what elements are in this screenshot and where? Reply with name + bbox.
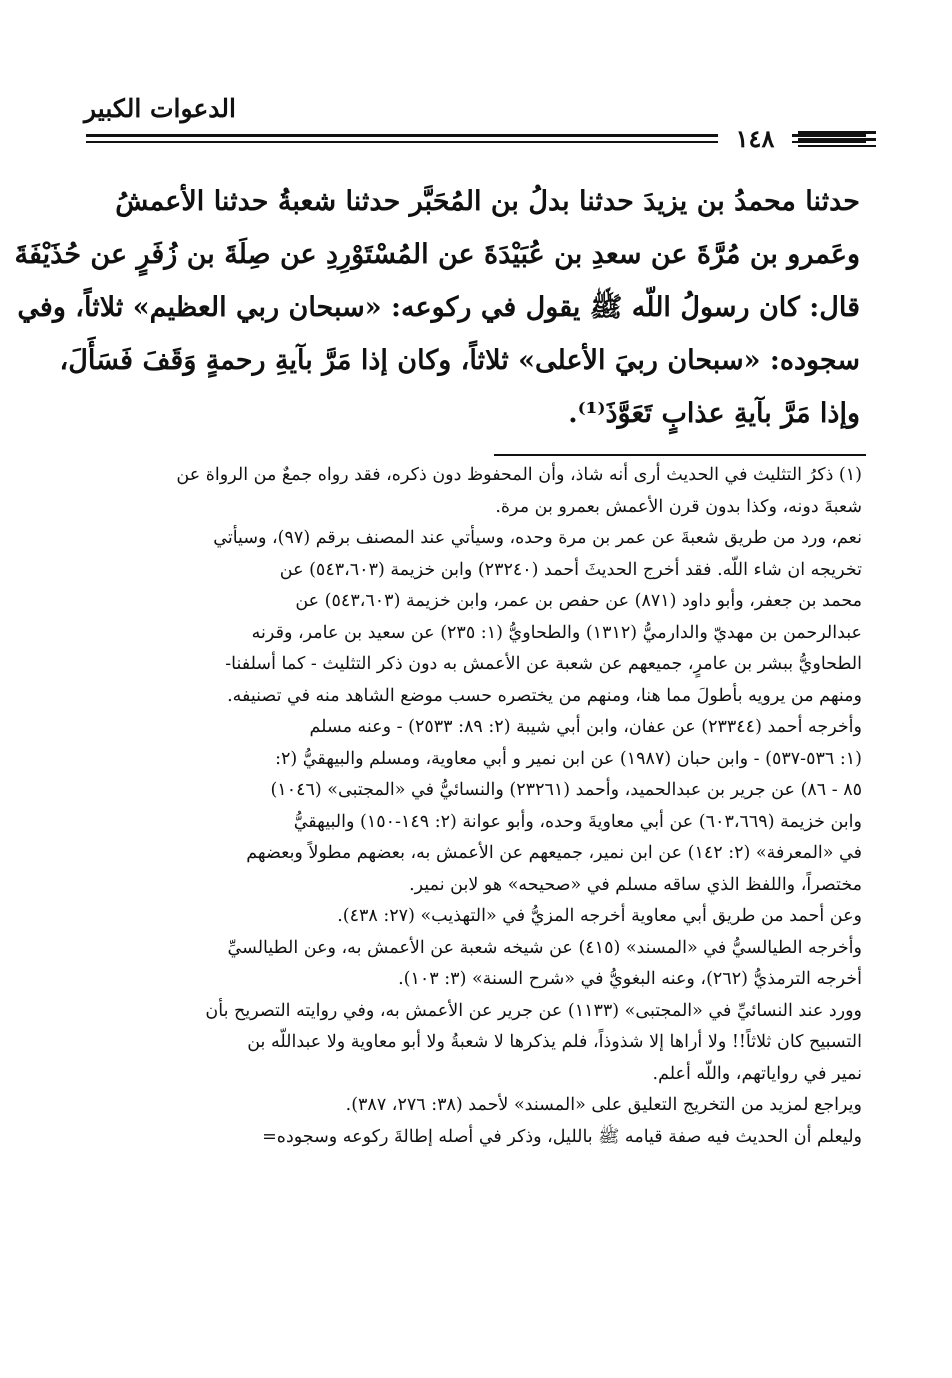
running-header-title: الدعوات الكبير [84,94,236,123]
footnote-line: نعم، ورد من طريق شعبةَ عن عمر بن مرة وحده، وسيأتي عند المصنف برقم (٩٧)، وسيأتي [213,528,862,548]
page-number-rule [798,138,876,141]
hadith-line: وعَمرو بن مُرَّةَ عن سعدِ بن عُبَيْدَةَ عن المُسْتَوْرِدِ عن صِلَةَ بن زُفَرٍ عن حُذَيْفَةَ [14,239,860,270]
hadith-line: حدثنا محمدُ بن يزيدَ حدثنا بدلُ بن المُحَبَّر حدثنا شعبةُ حدثنا الأعمشُ [115,186,860,217]
footnote-line: التسبيح كان ثلاثاً!! ولا أراها إلا شذوذاً، فلم يذكرها لا شعبةُ ولا أبو معاوية ولا عبداللّه بن [247,1032,862,1052]
footnote-line: وليعلم أن الحديث فيه صفة قيامه ﷺ بالليل، وذكر في أصله إطالةَ ركوعه وسجوده= [262,1126,862,1147]
footnote-line: الطحاويُّ ببشر بن عامرٍ، جميعهم عن شعبة عن الأعمش به دون ذكر التثليث - كما أسلفنا- [225,654,862,674]
page-number: ١٤٨ [718,124,792,153]
footnote-line: ويراجع لمزيد من التخريج التعليق على «المسند» لأحمد (٣٨: ٢٧٦، ٣٨٧). [345,1095,862,1115]
footnote-line: (١) ذكرُ التثليث في الحديث أرى أنه شاذ، وأن المحفوظ دون ذكره، فقد رواه جمعٌ من الرواة عن [176,465,862,485]
footnote-line: وأخرجه أحمد (٢٣٣٤٤) عن عفان، وابن أبي شيبة (٢: ٨٩: ٢٥٣٣) - وعنه مسلم [309,717,862,737]
footnote-line: وورد عند النسائيِّ في «المجتبى» (١١٣٣) عن جرير عن الأعمش به، وفي روايته التصريح بأن [205,1000,862,1021]
page-number-rule [798,131,876,134]
footnote-line: في «المعرفة» (٢: ١٤٢) عن ابن نمير، جميعهم عن الأعمش به، بعضهم مطولاً وبعضهم [246,843,862,863]
page-number-rule [798,145,876,147]
footnote-line: وابن خزيمة (٦٠٣،٦٦٩) عن أبي معاويةَ وحده، وأبو عوانة (٢: ١٤٩-١٥٠) والبيهقيُّ [293,811,862,832]
footnote-line: مختصراً، واللفظ الذي ساقه مسلم في «صحيحه» هو لابن نمير. [409,874,862,895]
footnote-line: شعبةَ دونه، وكذا بدون قرن الأعمش بعمرو بن مرة. [495,496,862,517]
hadith-text [14,175,860,440]
footnote-divider [494,454,866,456]
footnote-line: تخريجه ان شاء اللّه. فقد أخرج الحديثَ أحمد (٢٣٢٤٠) وابن خزيمة (٥٤٣،٦٠٣) عن [279,559,862,580]
footnote-line: وأخرجه الطيالسيُّ في «المسند» (٤١٥) عن شيخه شعبة عن الأعمش به، وعن الطيالسيِّ [227,937,862,958]
footnote-line: نمير في رواياتهم، واللّه أعلم. [652,1063,862,1084]
hadith-line: سجوده: «سبحان ربيَ الأعلى» ثلاثاً، وكان إذا مَرَّ بآيةِ رحمةٍ وَقَفَ فَسَأَلَ، [59,345,860,376]
footnotes [86,461,862,1154]
footnote-line: عبدالرحمن بن مهديّ والدارميُّ (١٣١٢) والطحاويُّ (١: ٢٣٥) عن سعيد بن عامر، وقرنه [251,622,862,643]
footnote-line: محمد بن جعفر، وأبو داود (٨٧١) عن حفص بن عمر، وابن خزيمة (٥٤٣،٦٠٣) عن [295,591,862,611]
footnote-line: وعن أحمد من طريق أبي معاوية أخرجه المزيُّ في «التهذيب» (٢٧: ٤٣٨). [337,906,862,926]
footnote-line: ومنهم من يرويه بأطولَ مما هنا، ومنهم من يختصره حسب موضع الشاهد منه في تصنيفه. [227,685,862,706]
hadith-line: وإذا مَرَّ بآيةِ عذابٍ تَعَوَّذَ⁽¹⁾. [568,398,860,429]
hadith-line: قال: كان رسولُ اللّه ﷺ يقول في ركوعه: «سبحان ربي العظيم» ثلاثاً، وفي [17,292,860,323]
footnote-line: (١: ٥٣٦-٥٣٧) - وابن حبان (١٩٨٧) عن ابن نمير و أبي معاوية، ومسلم والبيهقيُّ (٢: [275,748,862,769]
footnote-line: ٨٥ - ٨٦) عن جرير بن عبدالحميد، وأحمد (٢٣٢٦١) والنسائيُّ في «المجتبى» (١٠٤٦) [270,780,862,800]
footnote-line: أخرجه الترمذيُّ (٢٦٢)، وعنه البغويُّ في «شرح السنة» (٣: ١٠٣). [398,969,862,989]
